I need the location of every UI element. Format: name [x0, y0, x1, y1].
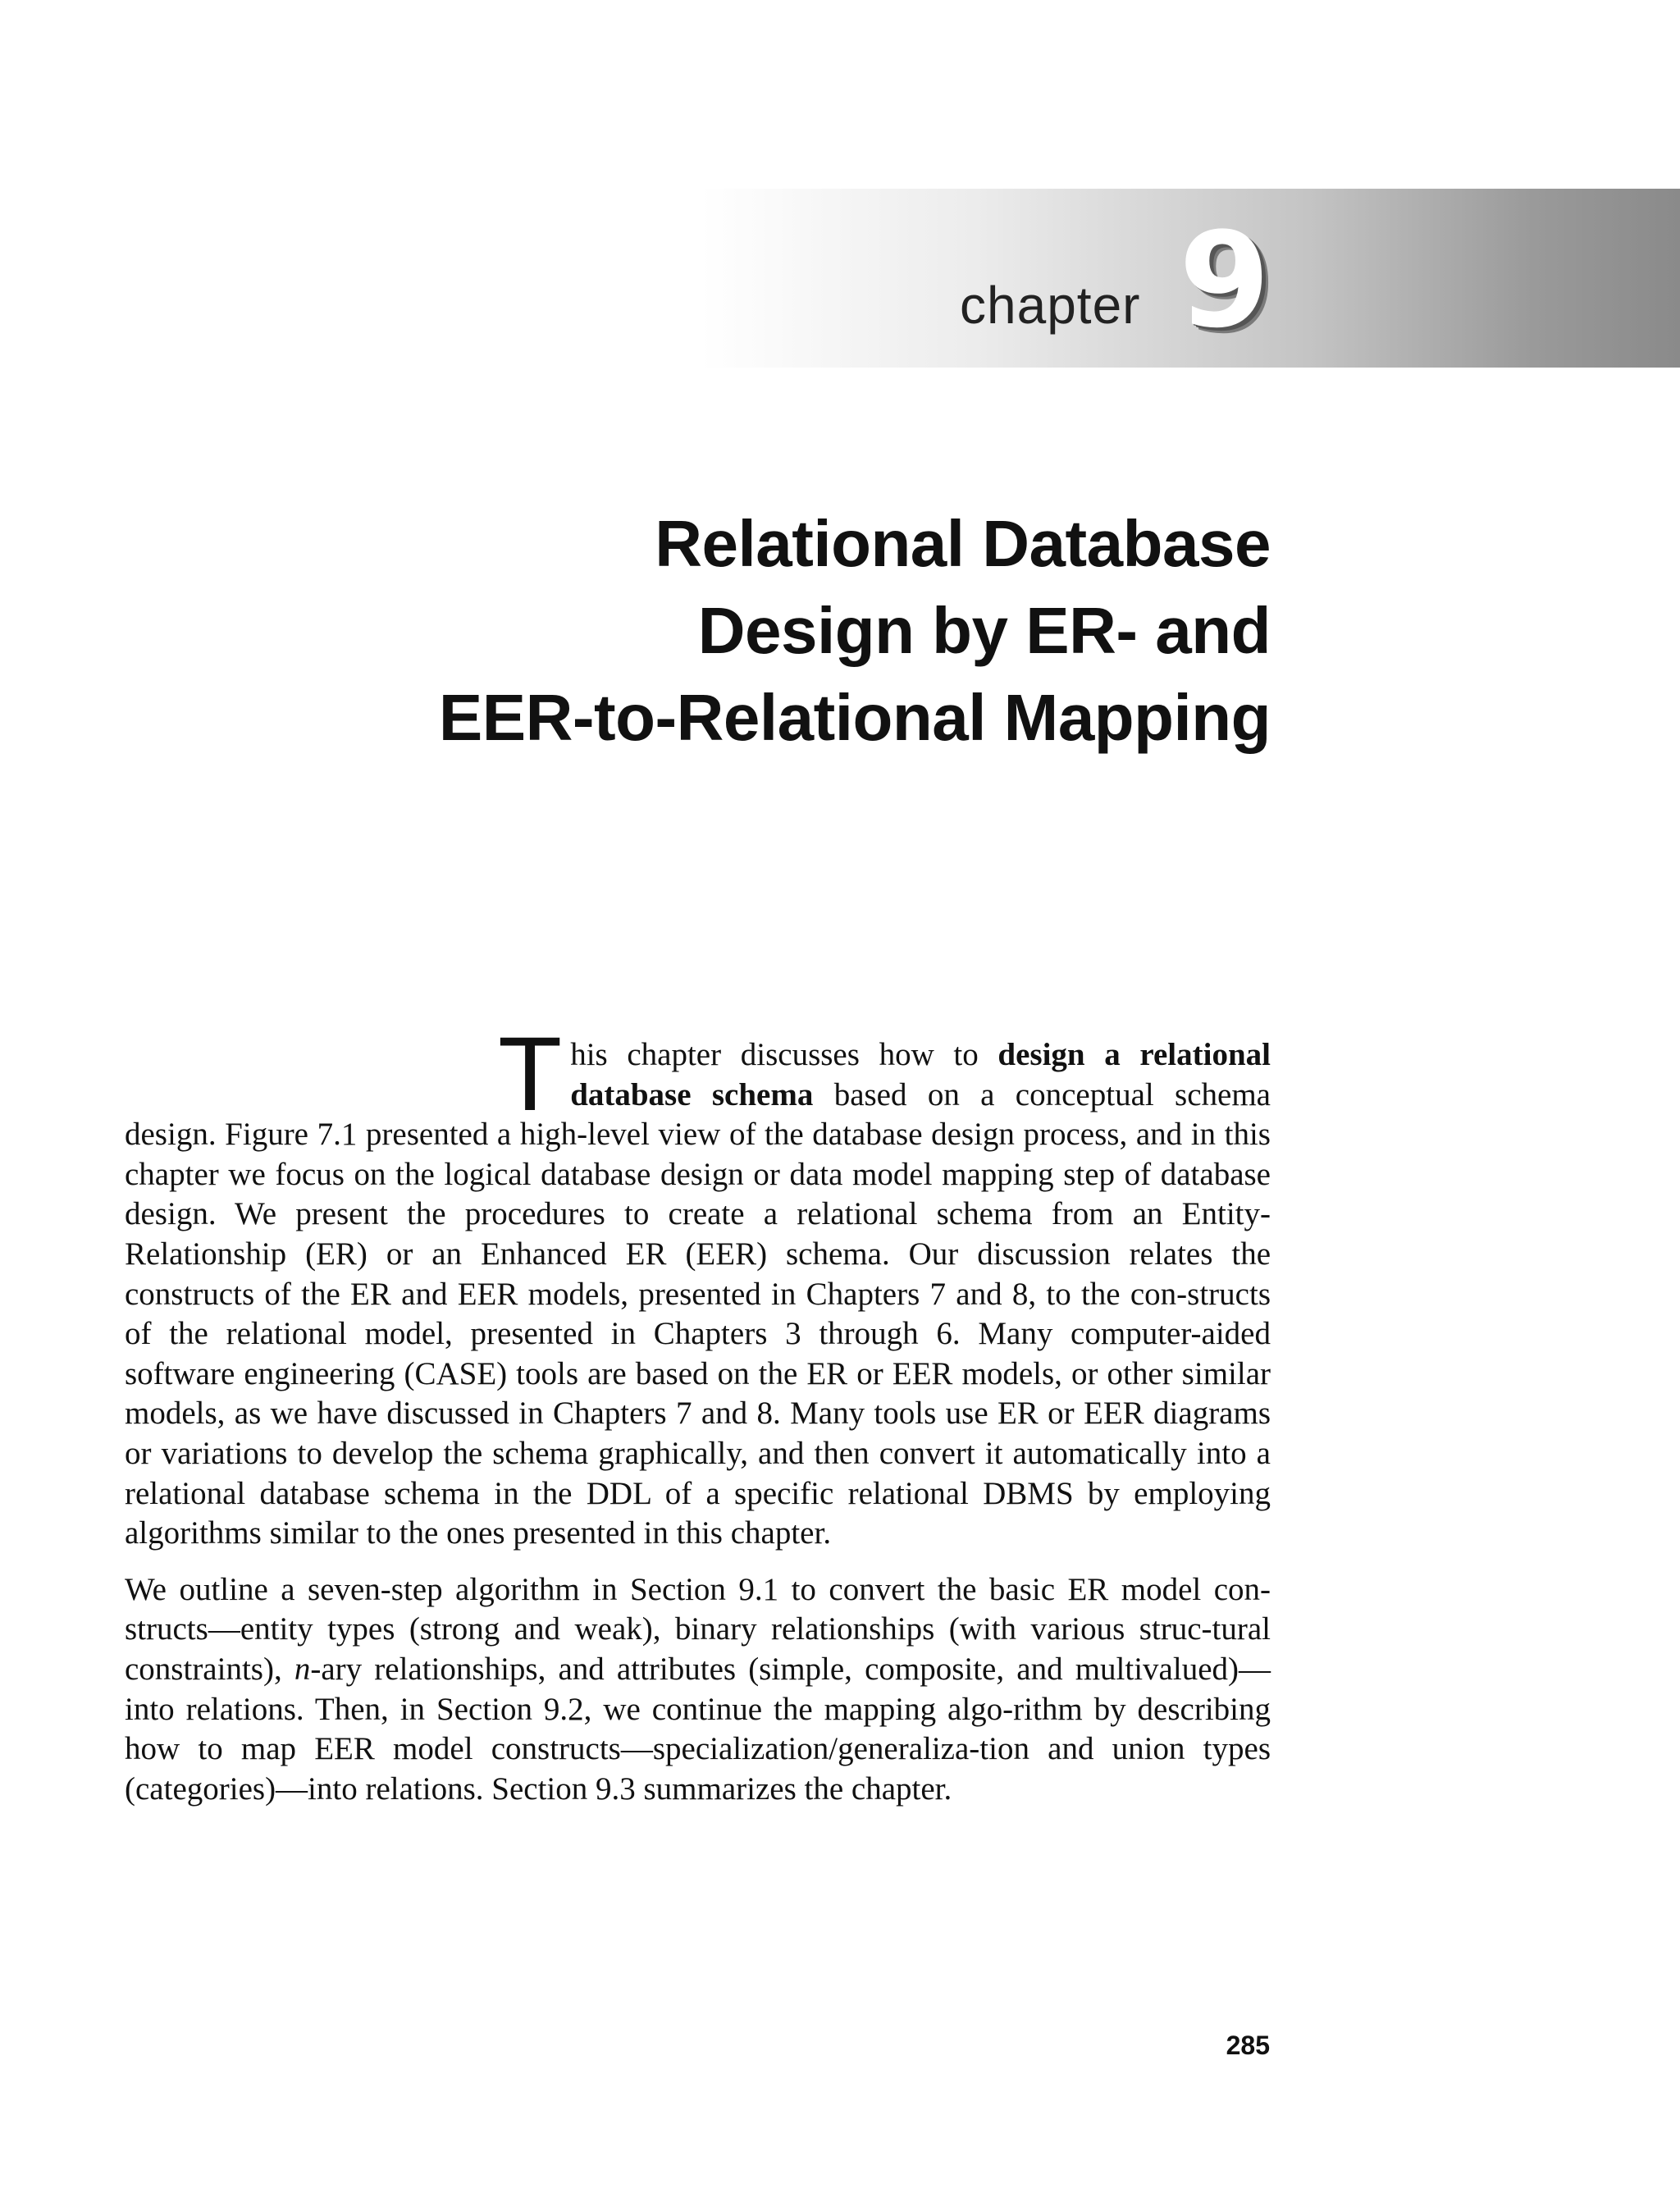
chapter-title-line-1: Relational Database	[655, 507, 1271, 580]
paragraph-2-text-a: We outline a seven-step algorithm in Section 9.1 to convert the basic ER model con-structs—entity types (strong and weak), binary relationships (with various struc-tural constraints),	[125, 1571, 1271, 1687]
chapter-introduction	[125, 1016, 1271, 1809]
chapter-number: 9	[1179, 203, 1271, 357]
chapter-title-line-3: EER-to-Relational Mapping	[438, 681, 1271, 754]
paragraph-1-text-a: his chapter discusses how to	[570, 1037, 998, 1072]
paragraph-2-text-b: -ary relationships, and attributes (simple, composite, and multivalued)—into relations. Then, in Section 9.2, we continue the mapping algo-rithm by describing how to map EER model constructs—specialization/generaliza-tion and union types (categories)—into relations. Section 9.3 summarizes the chapter.	[125, 1651, 1271, 1807]
intro-paragraph-1	[125, 1016, 1271, 1554]
paragraph-2-italic-n: n	[294, 1651, 311, 1687]
dropcap-indent	[125, 1035, 498, 1114]
drop-cap: T	[498, 1016, 563, 1133]
paragraph-1-text-b: based on a conceptual schema design. Figure 7.1 presented a high-level view of the database design process, and in this chapter we focus on the logical database design or data model mapping step of database design. We present the procedures to create a relational schema from an Entity-Relationship (ER) or an Enhanced ER (EER) schema. Our discussion relates the constructs of the ER and EER models, presented in Chapters 7 and 8, to the con-structs of the relational model, presented in Chapters 3 through 6. Many computer-aided software engineering (CASE) tools are based on the ER or EER models, or other similar models, as we have discussed in Chapters 7 and 8. Many tools use ER or EER diagrams or variations to develop the schema graphically, and then convert it automatically into a relational database schema in the DDL of a specific relational DBMS by employing algorithms similar to the ones presented in this chapter.	[125, 1076, 1271, 1551]
chapter-title-line-2: Design by ER- and	[697, 594, 1271, 667]
paragraph-1-bold-term: design a relational database schema	[570, 1037, 1271, 1112]
page-number: 285	[1226, 2031, 1270, 2060]
chapter-label: chapter	[960, 276, 1141, 335]
chapter-title	[204, 500, 1271, 761]
intro-paragraph-2	[125, 1570, 1271, 1810]
